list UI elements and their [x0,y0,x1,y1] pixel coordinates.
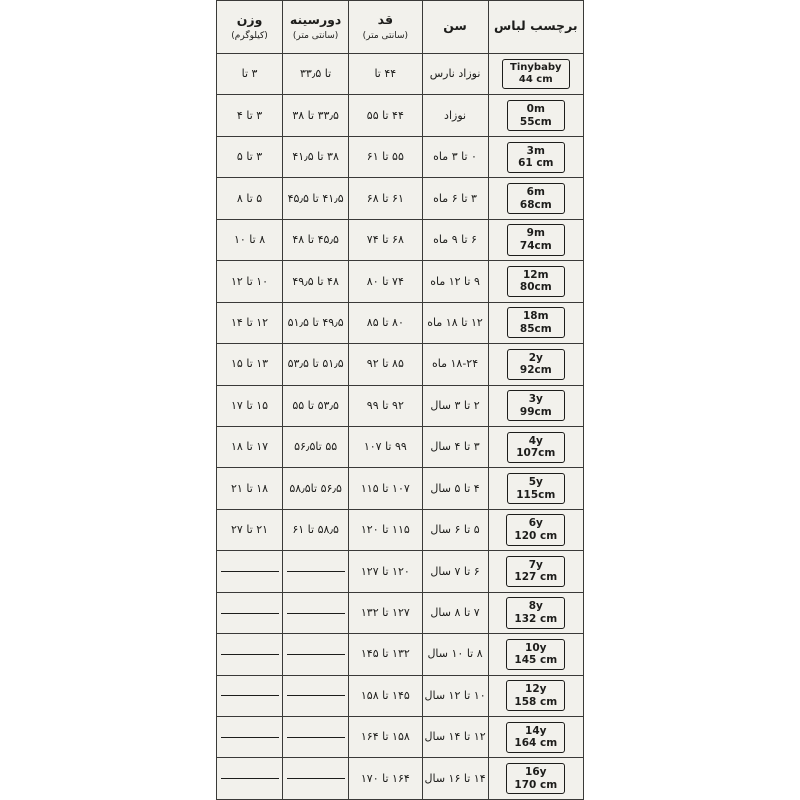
size-tag-length: 145 cm [514,654,558,667]
cell-chest-text: ۴۸ تا ۴۹٫۵ [292,274,339,288]
cell-age [422,675,488,716]
cell-garment-label [488,302,583,343]
cell-age-text: ۴ تا ۵ سال [430,481,480,495]
table-row [217,136,584,177]
cell-height-text: ۹۲ تا ۹۹ [366,398,404,412]
cell-garment-label [488,468,583,509]
cell-age-text: ۰ تا ۳ ماه [433,150,477,164]
cell-age [422,54,488,95]
size-tag-length: 74cm [519,239,552,252]
table-row [217,592,584,633]
size-tag-length: 127 cm [514,571,558,584]
cell-height [349,634,422,675]
cell-garment-label [488,95,583,136]
cell-height-text: ۱۴۵ تا ۱۵۸ [360,688,410,702]
cell-age [422,509,488,550]
size-tag-length: 80cm [519,281,552,294]
empty-dash [287,571,345,572]
size-tag [506,597,565,628]
cell-chest-text: ۴۵٫۵ تا ۴۸ [292,233,339,247]
cell-height-text: ۸۰ تا ۸۵ [366,315,404,329]
cell-age-text: نوزاد نارس [429,67,481,81]
header-sub-text: (کیلوگرم) [231,30,268,41]
cell-chest [283,675,349,716]
cell-garment-label [488,675,583,716]
cell-height [349,551,422,592]
table-row [217,344,584,385]
cell-garment-label [488,385,583,426]
cell-weight [217,634,283,675]
size-tag [506,680,565,711]
size-tag-code: 3y [528,393,543,406]
size-tag-code: 12m [523,268,549,281]
empty-dash [221,654,279,655]
cell-chest-text: ۴۹٫۵ تا ۵۱٫۵ [287,315,344,329]
cell-chest [283,592,349,633]
cell-height-text: ۱۲۷ تا ۱۳۲ [360,606,410,620]
cell-garment-label [488,509,583,550]
size-tag [507,183,565,214]
cell-height-text: ۱۲۰ تا ۱۲۷ [360,564,410,578]
cell-height [349,219,422,260]
cell-height-text: ۱۶۴ تا ۱۷۰ [360,771,410,785]
cell-chest [283,468,349,509]
cell-weight-text: ۳ تا ۵ [236,150,263,164]
cell-garment-label [488,551,583,592]
header-main-text: دورسینه [289,12,342,28]
cell-garment-label [488,717,583,758]
cell-height-text: ۴۴ تا ۵۵ [366,108,404,122]
table-row [217,385,584,426]
cell-height [349,178,422,219]
cell-weight-text: ۸ تا ۱۰ [233,233,266,247]
cell-age-text: ۳ تا ۴ سال [430,440,480,454]
header-sub-text: (سانتی متر) [292,30,339,41]
empty-dash [287,737,345,738]
size-tag-length: 132 cm [514,612,558,625]
cell-age-text: ۳ تا ۶ ماه [433,191,477,205]
size-tag-length: 107cm [516,447,556,460]
table-row [217,634,584,675]
column-header-chest [283,1,349,54]
size-tag-length: 170 cm [514,778,558,791]
empty-dash [221,613,279,614]
table-header [217,1,584,54]
cell-height [349,468,422,509]
cell-height-text: ۶۸ تا ۷۴ [366,233,404,247]
cell-height [349,592,422,633]
size-tag-code: 18m [523,310,549,323]
cell-height [349,302,422,343]
cell-height [349,426,422,467]
cell-height [349,54,422,95]
table-row [217,95,584,136]
cell-chest [283,509,349,550]
cell-height-text: ۷۴ تا ۸۰ [366,274,404,288]
cell-chest [283,717,349,758]
cell-age-text: ۱۲ تا ۱۴ سال [424,730,486,744]
cell-weight [217,426,283,467]
cell-age-text: ۷ تا ۸ سال [430,606,480,620]
cell-age [422,551,488,592]
cell-chest [283,54,349,95]
header-main-text: سن [443,17,467,33]
size-tag-code: Tinybaby [510,62,562,74]
cell-weight [217,261,283,302]
empty-dash [221,778,279,779]
size-tag-code: 4y [528,434,543,447]
table-row [217,302,584,343]
cell-chest [283,178,349,219]
cell-garment-label [488,592,583,633]
size-tag-length: 85cm [519,322,552,335]
cell-height-text: ۵۵ تا ۶۱ [366,150,404,164]
cell-weight [217,675,283,716]
cell-age [422,136,488,177]
table-row [217,509,584,550]
cell-age [422,95,488,136]
size-tag [506,514,565,545]
cell-weight-text: ۱۲ تا ۱۴ [231,315,269,329]
size-tag [507,349,565,380]
size-tag-length: 115cm [516,488,556,501]
column-header-age [422,1,488,54]
size-tag [507,224,565,255]
cell-chest [283,758,349,800]
header-sub-text: (سانتی متر) [362,30,409,41]
cell-age [422,261,488,302]
cell-age-text: ۶ تا ۹ ماه [433,233,477,247]
cell-garment-label [488,344,583,385]
table-row [217,758,584,800]
table-row [217,468,584,509]
size-tag-code: 10y [525,641,547,654]
size-tag [507,100,565,131]
cell-chest-text: ۵۱٫۵ تا ۵۳٫۵ [287,357,344,371]
cell-age [422,468,488,509]
table-row [217,54,584,95]
header-main-text: قد [377,12,394,28]
cell-garment-label [488,261,583,302]
size-tag-code: 2y [528,351,543,364]
cell-height-text: ۱۱۵ تا ۱۲۰ [360,523,410,537]
size-tag [507,432,565,463]
cell-age [422,758,488,800]
cell-weight [217,54,283,95]
cell-weight [217,592,283,633]
size-tag-length: 164 cm [514,737,558,750]
cell-weight-text: ۲۱ تا ۲۷ [231,523,269,537]
cell-height [349,675,422,716]
cell-age [422,219,488,260]
cell-weight [217,717,283,758]
cell-chest [283,344,349,385]
size-tag [506,556,565,587]
cell-chest [283,385,349,426]
cell-age [422,717,488,758]
cell-chest [283,634,349,675]
cell-age [422,178,488,219]
table-row [217,178,584,219]
cell-garment-label [488,219,583,260]
size-tag [507,473,565,504]
cell-age [422,302,488,343]
cell-age-text: ۹ تا ۱۲ ماه [430,274,480,288]
size-tag [506,639,565,670]
cell-age-text: ۸ تا ۱۰ سال [427,647,483,661]
size-tag-code: 16y [525,766,547,779]
cell-weight-text: ۳ تا [241,67,258,81]
cell-height-text: ۱۰۷ تا ۱۱۵ [360,481,410,495]
cell-weight-text: ۳ تا ۴ [236,108,263,122]
cell-age [422,344,488,385]
cell-chest-text: ۵۶٫۵ تا۵۸٫۵ [289,481,342,495]
empty-dash [287,613,345,614]
cell-age-text: ۶ تا ۷ سال [430,564,480,578]
size-tag-length: 61 cm [518,157,554,170]
cell-height [349,95,422,136]
cell-weight [217,95,283,136]
size-chart-sheet [216,0,584,800]
cell-chest [283,302,349,343]
column-header-weight [217,1,283,54]
size-tag-code: 0m [526,103,545,116]
size-tag-length: 92cm [519,364,552,377]
cell-chest [283,136,349,177]
table-header-row [217,1,584,54]
cell-garment-label [488,178,583,219]
cell-chest-text: ۳۳٫۵ تا ۳۸ [292,108,339,122]
cell-weight [217,302,283,343]
empty-dash [221,695,279,696]
cell-age-text: ۱۸-۲۴ ماه [431,357,479,371]
cell-chest [283,551,349,592]
size-tag-length: 55cm [519,115,552,128]
size-tag-code: 5y [528,476,543,488]
cell-age-text: ۱۰ تا ۱۲ سال [424,688,486,702]
cell-chest [283,261,349,302]
size-tag [507,307,565,338]
table-body [217,54,584,800]
header-main-text: برچسب لباس [494,17,578,33]
cell-weight [217,758,283,800]
cell-height [349,261,422,302]
cell-weight [217,551,283,592]
cell-weight [217,468,283,509]
cell-weight [217,178,283,219]
size-tag [502,59,569,89]
cell-height [349,717,422,758]
size-tag-code: 6y [528,517,543,530]
cell-weight-text: ۱۵ تا ۱۷ [231,398,269,412]
cell-chest [283,95,349,136]
size-chart-table [216,0,584,800]
cell-chest-text: تا ۳۳٫۵ [300,67,332,81]
empty-dash [221,737,279,738]
size-tag [506,722,565,753]
size-tag-length: 158 cm [514,695,558,708]
empty-dash [287,654,345,655]
size-tag [506,763,565,794]
cell-height-text: ۱۵۸ تا ۱۶۴ [360,730,410,744]
column-header-garment-label [488,1,583,54]
cell-garment-label [488,54,583,95]
cell-height [349,385,422,426]
cell-height [349,758,422,800]
cell-chest [283,426,349,467]
cell-chest [283,219,349,260]
cell-garment-label [488,634,583,675]
cell-garment-label [488,136,583,177]
table-row [217,717,584,758]
cell-age-text: ۱۲ تا ۱۸ ماه [427,315,483,329]
table-row [217,426,584,467]
cell-weight [217,219,283,260]
header-main-text: وزن [236,12,263,28]
size-tag-length: 68cm [519,198,552,211]
cell-age [422,634,488,675]
table-row [217,219,584,260]
cell-age-text: ۲ تا ۳ سال [430,398,480,412]
cell-height [349,509,422,550]
cell-garment-label [488,426,583,467]
cell-chest-text: ۳۸ تا ۴۱٫۵ [292,150,339,164]
cell-chest-text: ۴۱٫۵ تا ۴۵٫۵ [287,191,344,205]
cell-age [422,426,488,467]
cell-weight-text: ۵ تا ۸ [236,191,263,205]
size-tag [507,390,565,421]
cell-height-text: ۴۴ تا [374,67,397,81]
column-header-height [349,1,422,54]
cell-weight [217,385,283,426]
table-row [217,675,584,716]
cell-age-text: ۱۴ تا ۱۶ سال [424,771,486,785]
size-tag-length: 99cm [519,405,552,418]
cell-height-text: ۱۳۲ تا ۱۴۵ [360,647,410,661]
table-row [217,551,584,592]
cell-height-text: ۹۹ تا ۱۰۷ [363,440,407,454]
size-tag-code: 7y [528,558,543,571]
cell-weight-text: ۱۷ تا ۱۸ [231,440,269,454]
cell-garment-label [488,758,583,800]
cell-weight-text: ۱۰ تا ۱۲ [231,274,269,288]
table-row [217,261,584,302]
cell-weight [217,136,283,177]
size-tag-code: 14y [525,724,547,737]
size-tag-length: 120 cm [514,530,558,543]
cell-age [422,592,488,633]
size-tag-code: 6m [526,185,545,198]
cell-weight [217,344,283,385]
cell-chest-text: ۵۵ تا۵۶٫۵ [294,440,338,454]
size-tag [507,266,565,297]
size-tag-code: 9m [526,227,545,240]
cell-weight [217,509,283,550]
size-tag-code: 8y [528,600,543,613]
cell-chest-text: ۵۳٫۵ تا ۵۵ [292,398,339,412]
size-tag-code: 3m [526,144,545,157]
cell-age [422,385,488,426]
size-tag [507,142,565,173]
size-tag-length: 44 cm [518,74,553,86]
cell-height-text: ۸۵ تا ۹۲ [366,357,404,371]
cell-age-text: ۵ تا ۶ سال [430,523,480,537]
cell-height-text: ۶۱ تا ۶۸ [366,191,404,205]
empty-dash [287,778,345,779]
cell-chest-text: ۵۸٫۵ تا ۶۱ [292,523,339,537]
cell-height [349,136,422,177]
empty-dash [221,571,279,572]
cell-weight-text: ۱۳ تا ۱۵ [231,357,269,371]
cell-weight-text: ۱۸ تا ۲۱ [231,481,269,495]
cell-height [349,344,422,385]
cell-age-text: نوزاد [444,108,467,122]
size-tag-code: 12y [525,683,547,696]
empty-dash [287,695,345,696]
